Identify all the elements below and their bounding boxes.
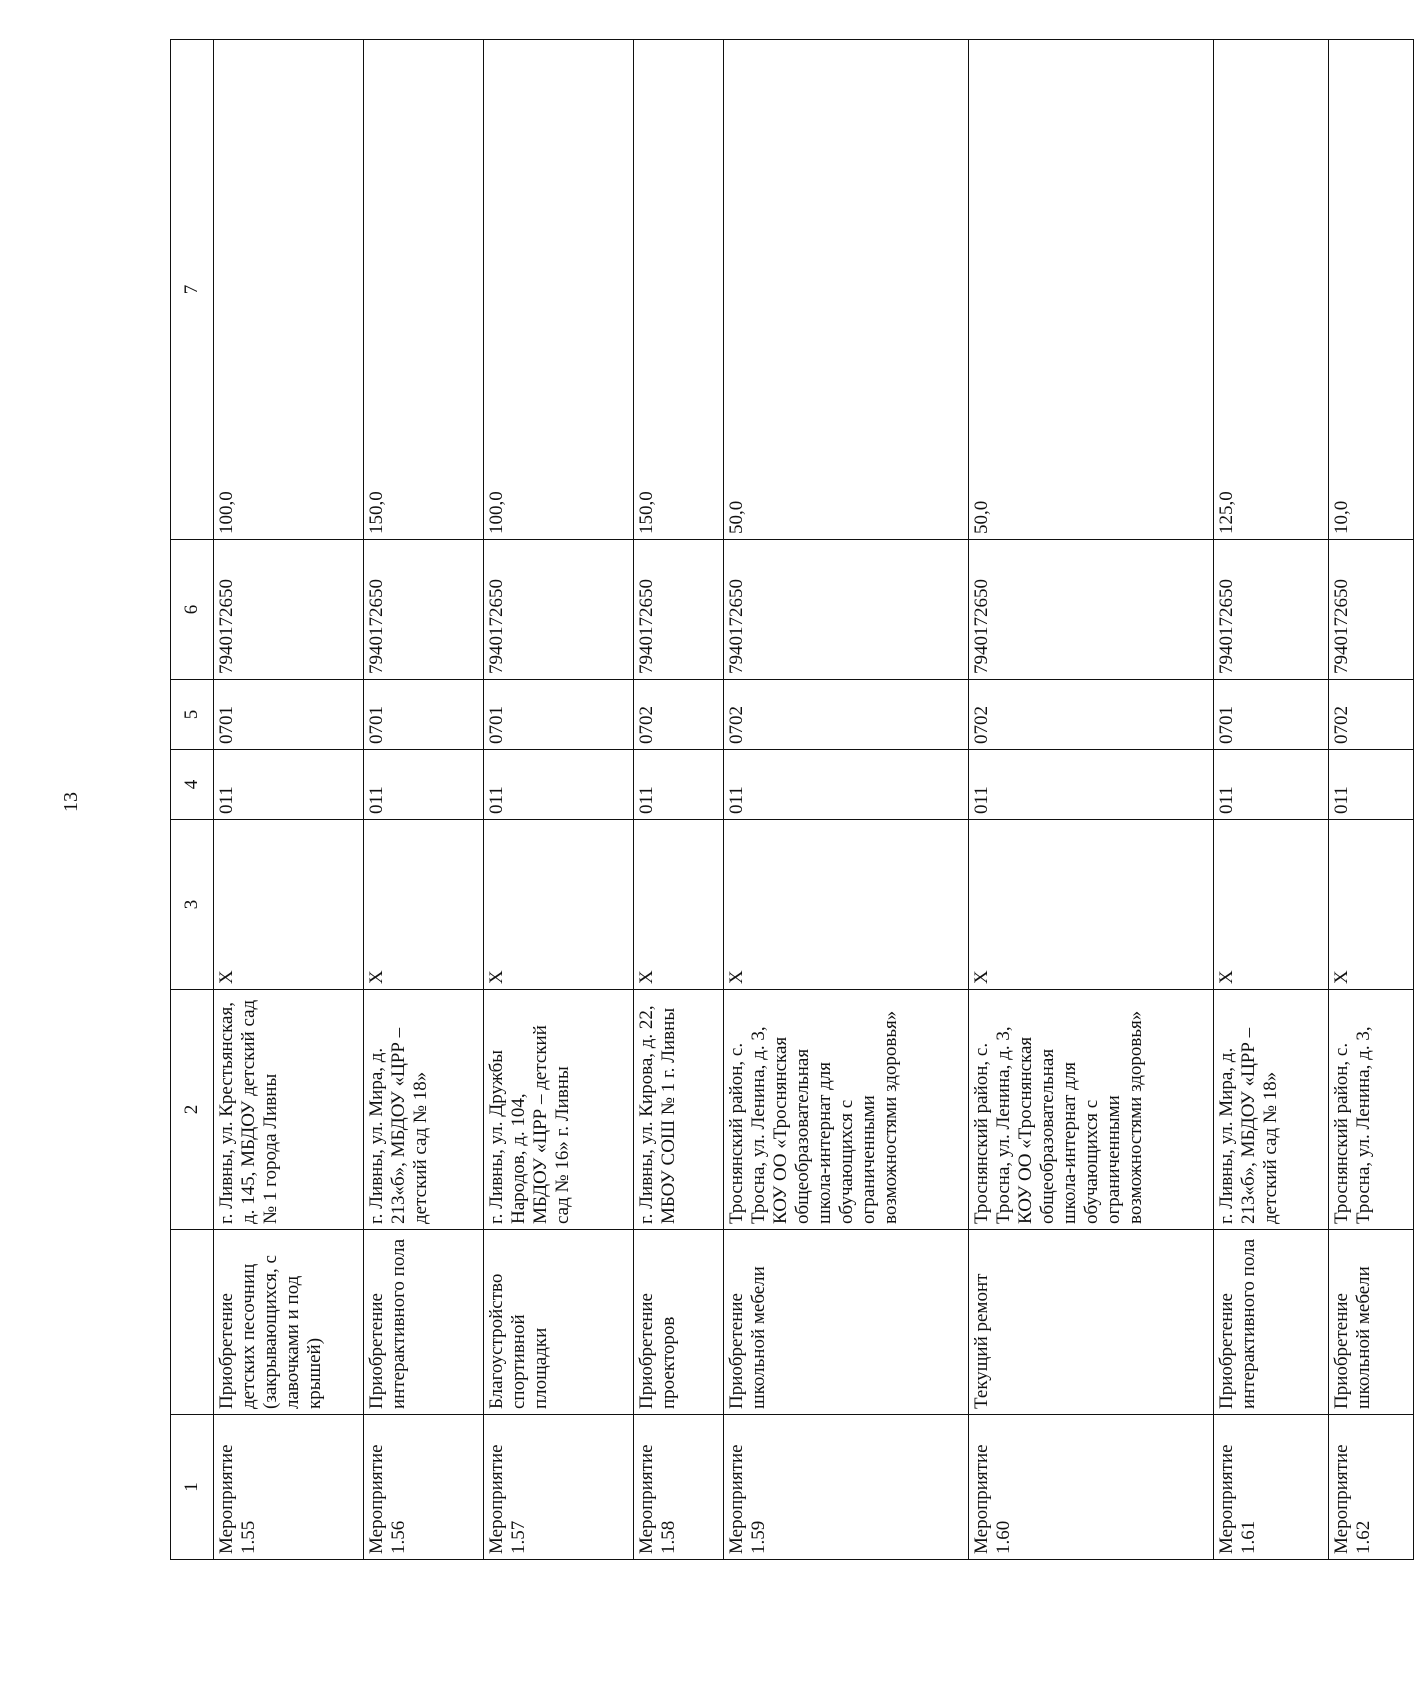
code4-cell: 011 <box>969 750 1214 820</box>
event-cell: Мероприятие 1.55 <box>214 1415 364 1560</box>
code6-cell: 7940172650 <box>634 540 724 680</box>
address-cell: г. Ливны, ул. Мира, д. 213«б», МБДОУ «ЦРР – детский сад № 18» <box>1214 990 1329 1230</box>
code4-cell: 011 <box>1214 750 1329 820</box>
description-cell: Благоустройство спортивной площадки <box>484 1230 634 1415</box>
code4-cell: 011 <box>364 750 484 820</box>
table-row <box>484 40 634 1560</box>
mark-cell: X <box>364 820 484 990</box>
code5-cell: 0702 <box>724 680 969 750</box>
table-row <box>634 40 724 1560</box>
code5-cell: 0702 <box>634 680 724 750</box>
event-cell: Мероприятие 1.57 <box>484 1415 634 1560</box>
header-col-7: 7 <box>171 40 214 540</box>
mark-cell: X <box>214 820 364 990</box>
table-row <box>1214 40 1329 1560</box>
code5-cell: 0702 <box>1329 680 1414 750</box>
code5-cell: 0701 <box>1214 680 1329 750</box>
code5-cell: 0702 <box>969 680 1214 750</box>
table-row <box>1329 40 1414 1560</box>
code4-cell: 011 <box>484 750 634 820</box>
page-number: 13 <box>60 792 82 812</box>
address-cell: г. Ливны, ул. Крестьянская, д. 145, МБДОУ детский сад № 1 города Ливны <box>214 990 364 1230</box>
amount-cell: 125,0 <box>1214 40 1329 540</box>
description-cell: Приобретение интерактивного пола <box>364 1230 484 1415</box>
code6-cell: 7940172650 <box>1329 540 1414 680</box>
code4-cell: 011 <box>1329 750 1414 820</box>
mark-cell: X <box>484 820 634 990</box>
event-cell: Мероприятие 1.61 <box>1214 1415 1329 1560</box>
mark-cell: X <box>1329 820 1414 990</box>
amount-cell: 50,0 <box>969 40 1214 540</box>
description-cell: Приобретение детских песочниц (закрывающихся, с лавочками и под крышей) <box>214 1230 364 1415</box>
address-cell: г. Ливны, ул. Мира, д. 213«б», МБДОУ «ЦРР – детский сад № 18» <box>364 990 484 1230</box>
budget-table <box>170 39 1414 1560</box>
mark-cell: X <box>634 820 724 990</box>
header-col-2: 2 <box>171 990 214 1230</box>
description-cell: Приобретение интерактивного пола <box>1214 1230 1329 1415</box>
code4-cell: 011 <box>634 750 724 820</box>
address-cell: г. Ливны, ул. Кирова, д. 22, МБОУ СОШ № 1 г. Ливны <box>634 990 724 1230</box>
code5-cell: 0701 <box>484 680 634 750</box>
description-cell: Приобретение школьной мебели <box>1329 1230 1414 1415</box>
event-cell: Мероприятие 1.56 <box>364 1415 484 1560</box>
code5-cell: 0701 <box>364 680 484 750</box>
amount-cell: 50,0 <box>724 40 969 540</box>
header-col-4: 4 <box>171 750 214 820</box>
header-col-3: 3 <box>171 820 214 990</box>
address-cell: г. Ливны, ул. Дружбы Народов, д. 104, МБДОУ «ЦРР – детский сад № 16» г. Ливны <box>484 990 634 1230</box>
event-cell: Мероприятие 1.59 <box>724 1415 969 1560</box>
code6-cell: 7940172650 <box>724 540 969 680</box>
code6-cell: 7940172650 <box>484 540 634 680</box>
address-cell: Троснянский район, с. Тросна, ул. Ленина, д. 3, КОУ ОО «Троснянская общеобразовательная школа-интернат для обучающихся с ограниченными возможностями здоровья» <box>724 990 969 1230</box>
table-row <box>969 40 1214 1560</box>
header-row <box>171 40 214 1560</box>
address-cell: Троснянский район, с. Тросна, ул. Ленина, д. 3, КОУ ОО «Троснянская общеобразовательная школа-интернат для обучающихся с ограниченными возможностями здоровья» <box>969 990 1214 1230</box>
description-cell: Текущий ремонт <box>969 1230 1214 1415</box>
code6-cell: 7940172650 <box>1214 540 1329 680</box>
rotated-table-container <box>170 40 1375 1560</box>
description-cell: Приобретение проекторов <box>634 1230 724 1415</box>
code6-cell: 7940172650 <box>969 540 1214 680</box>
header-col-6: 6 <box>171 540 214 680</box>
code4-cell: 011 <box>214 750 364 820</box>
table-body <box>214 40 1414 1560</box>
event-cell: Мероприятие 1.58 <box>634 1415 724 1560</box>
description-cell: Приобретение школьной мебели <box>724 1230 969 1415</box>
event-cell: Мероприятие 1.60 <box>969 1415 1214 1560</box>
amount-cell: 100,0 <box>484 40 634 540</box>
table-row <box>724 40 969 1560</box>
mark-cell: X <box>969 820 1214 990</box>
header-col-1: 1 <box>171 1415 214 1560</box>
code5-cell: 0701 <box>214 680 364 750</box>
mark-cell: X <box>724 820 969 990</box>
header-col-5: 5 <box>171 680 214 750</box>
code6-cell: 7940172650 <box>214 540 364 680</box>
amount-cell: 150,0 <box>634 40 724 540</box>
mark-cell: X <box>1214 820 1329 990</box>
table-row <box>214 40 364 1560</box>
amount-cell: 150,0 <box>364 40 484 540</box>
event-cell: Мероприятие 1.62 <box>1329 1415 1414 1560</box>
code6-cell: 7940172650 <box>364 540 484 680</box>
amount-cell: 10,0 <box>1329 40 1414 540</box>
code4-cell: 011 <box>724 750 969 820</box>
amount-cell: 100,0 <box>214 40 364 540</box>
address-cell: Троснянский район, с. Тросна, ул. Ленина, д. 3, <box>1329 990 1414 1230</box>
table-row <box>364 40 484 1560</box>
header-col-1b <box>171 1230 214 1415</box>
